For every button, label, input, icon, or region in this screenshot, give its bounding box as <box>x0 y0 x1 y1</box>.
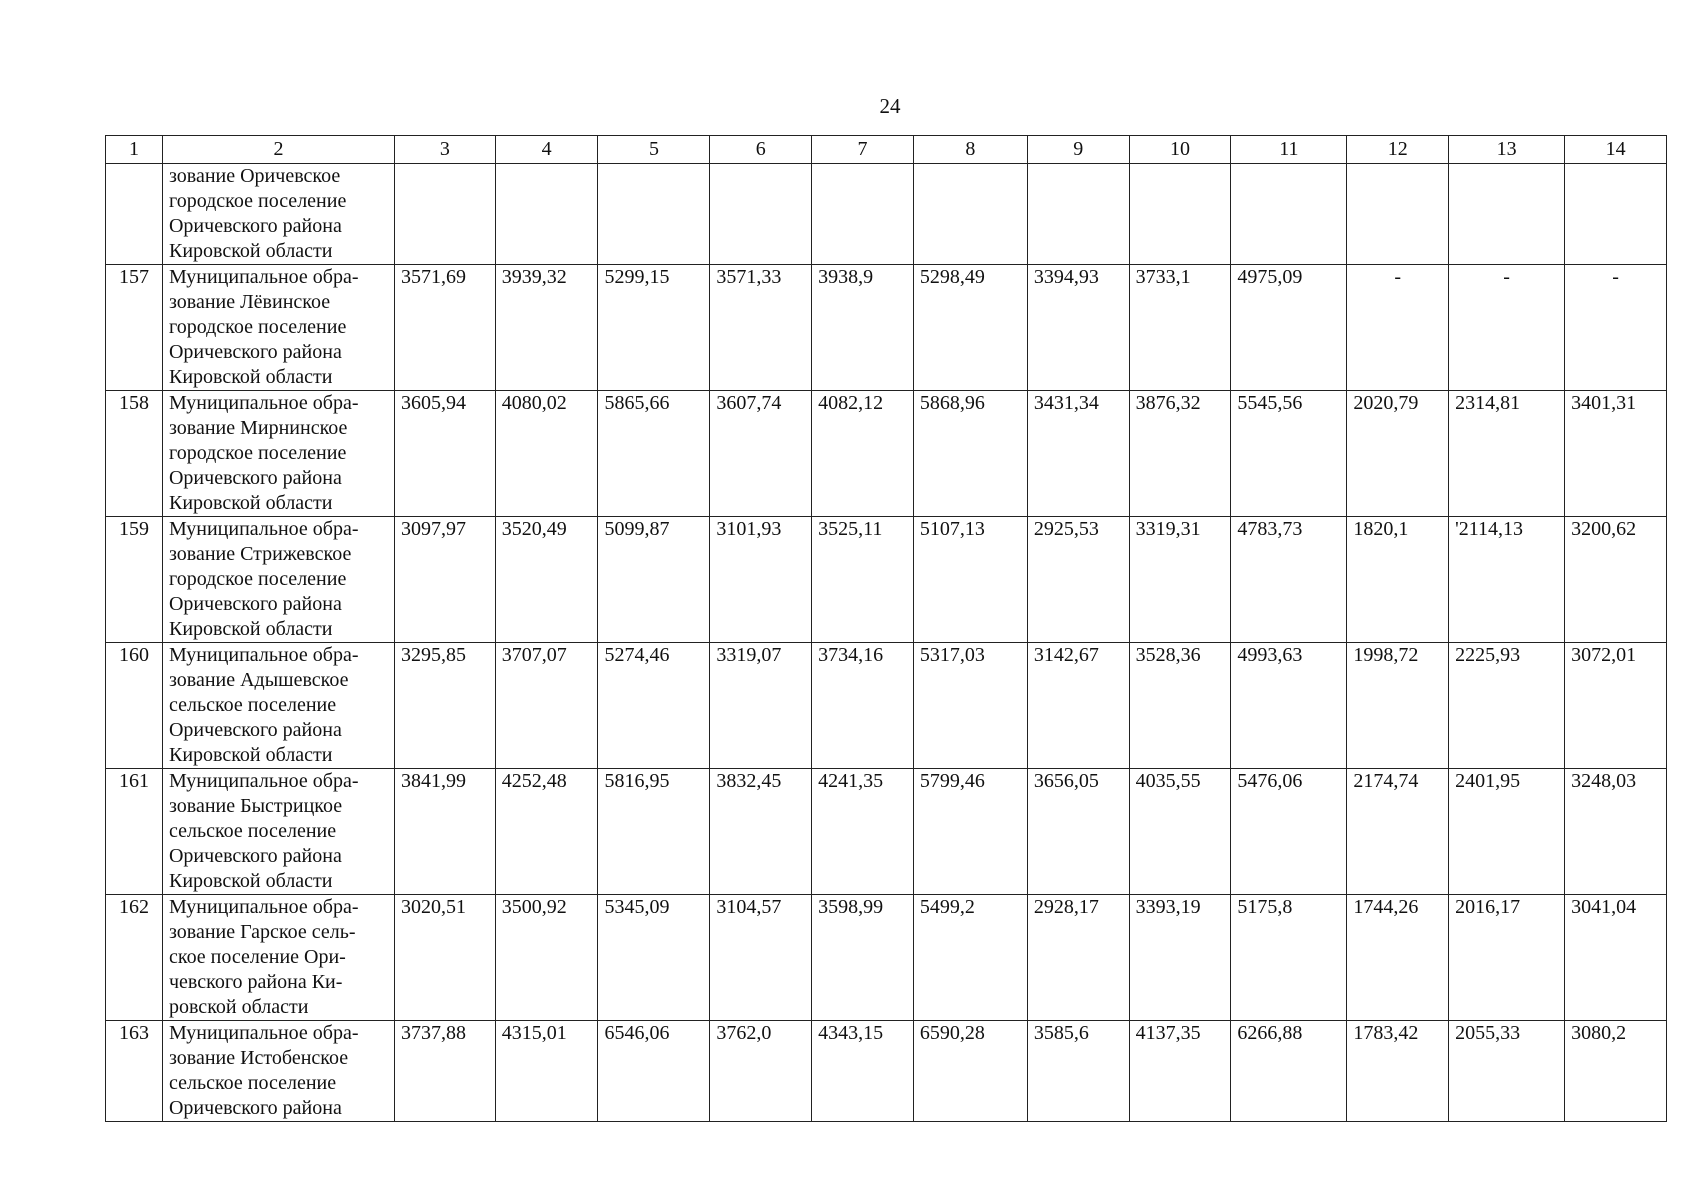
value-cell-col-8: 5499,2 <box>913 895 1027 1021</box>
column-header-5: 5 <box>598 136 710 164</box>
value-cell-col-14: 3248,03 <box>1565 769 1667 895</box>
row-number: 159 <box>106 517 163 643</box>
column-header-13: 13 <box>1449 136 1565 164</box>
value-cell-col-5: 5865,66 <box>598 391 710 517</box>
name-line: сельское поселение <box>168 820 337 842</box>
name-line: городское поселение <box>168 568 347 590</box>
value-cell-col-14: 3072,01 <box>1565 643 1667 769</box>
name-line: зование Оричевское <box>168 165 341 187</box>
name-line: городское поселение <box>168 442 347 464</box>
page-number: 24 <box>879 94 901 118</box>
name-line: сельское поселение <box>168 694 337 716</box>
value-cell-col-13 <box>1449 164 1565 265</box>
municipality-name <box>162 517 394 643</box>
value-cell-col-12: 2020,79 <box>1347 391 1449 517</box>
value-cell-col-5: 5099,87 <box>598 517 710 643</box>
value-cell-col-14: - <box>1565 265 1667 391</box>
value-cell-col-10: 3319,31 <box>1129 517 1231 643</box>
value-cell-col-7: 3734,16 <box>812 643 914 769</box>
value-cell-col-13: - <box>1449 265 1565 391</box>
value-cell-col-14: 3200,62 <box>1565 517 1667 643</box>
name-line: зование Мирнинское <box>168 417 348 439</box>
value-cell-col-14: 3080,2 <box>1565 1021 1667 1122</box>
value-cell-col-12: 1744,26 <box>1347 895 1449 1021</box>
value-cell-col-11: 5476,06 <box>1231 769 1347 895</box>
value-cell-col-11: 5175,8 <box>1231 895 1347 1021</box>
value-cell-col-9: 3142,67 <box>1027 643 1129 769</box>
name-line: ровской области <box>168 996 309 1018</box>
value-cell-col-6: 3571,33 <box>710 265 812 391</box>
table-row <box>106 391 1667 517</box>
municipality-name <box>162 1021 394 1122</box>
value-cell-col-5: 6546,06 <box>598 1021 710 1122</box>
value-cell-col-11: 5545,56 <box>1231 391 1347 517</box>
name-line: Кировской области <box>168 240 333 262</box>
value-cell-col-10: 4137,35 <box>1129 1021 1231 1122</box>
value-cell-col-8: 5868,96 <box>913 391 1027 517</box>
table-row <box>106 769 1667 895</box>
row-number: 158 <box>106 391 163 517</box>
value-cell-col-11: 4975,09 <box>1231 265 1347 391</box>
value-cell-col-13: 2225,93 <box>1449 643 1565 769</box>
value-cell-col-14: 3041,04 <box>1565 895 1667 1021</box>
value-cell-col-7 <box>812 164 914 265</box>
column-header-12: 12 <box>1347 136 1449 164</box>
value-cell-col-7: 4343,15 <box>812 1021 914 1122</box>
table-row <box>106 517 1667 643</box>
column-header-6: 6 <box>710 136 812 164</box>
column-header-1: 1 <box>106 136 163 164</box>
value-cell-col-8: 5799,46 <box>913 769 1027 895</box>
value-cell-col-13: '2114,13 <box>1449 517 1565 643</box>
municipality-name <box>162 769 394 895</box>
value-cell-col-6: 3101,93 <box>710 517 812 643</box>
row-number: 163 <box>106 1021 163 1122</box>
tariff-table <box>105 135 1667 1122</box>
value-cell-col-3: 3020,51 <box>394 895 495 1021</box>
name-line: Оричевского района <box>168 845 342 867</box>
column-header-3: 3 <box>394 136 495 164</box>
name-line: сельское поселение <box>168 1072 337 1094</box>
name-line: зование Адышевское <box>168 669 349 691</box>
value-cell-col-9: 3656,05 <box>1027 769 1129 895</box>
value-cell-col-6: 3607,74 <box>710 391 812 517</box>
value-cell-col-10: 3528,36 <box>1129 643 1231 769</box>
value-cell-col-5 <box>598 164 710 265</box>
value-cell-col-12: 1998,72 <box>1347 643 1449 769</box>
value-cell-col-9 <box>1027 164 1129 265</box>
value-cell-col-14: 3401,31 <box>1565 391 1667 517</box>
value-cell-col-3: 3841,99 <box>394 769 495 895</box>
name-line: Кировской области <box>168 744 333 766</box>
value-cell-col-13: 2401,95 <box>1449 769 1565 895</box>
value-cell-col-8: 5107,13 <box>913 517 1027 643</box>
value-cell-col-10: 3393,19 <box>1129 895 1231 1021</box>
value-cell-col-5: 5274,46 <box>598 643 710 769</box>
column-number-row <box>106 136 1667 164</box>
name-line: Оричевского района <box>168 1097 342 1119</box>
value-cell-col-9: 3431,34 <box>1027 391 1129 517</box>
name-line: Кировской области <box>168 870 333 892</box>
value-cell-col-6: 3762,0 <box>710 1021 812 1122</box>
value-cell-col-4: 4080,02 <box>495 391 598 517</box>
municipality-name <box>162 391 394 517</box>
value-cell-col-4: 4315,01 <box>495 1021 598 1122</box>
value-cell-col-12: - <box>1347 265 1449 391</box>
name-line: чевского района Ки- <box>168 971 343 993</box>
value-cell-col-6: 3104,57 <box>710 895 812 1021</box>
value-cell-col-9: 2925,53 <box>1027 517 1129 643</box>
value-cell-col-6 <box>710 164 812 265</box>
value-cell-col-7: 4241,35 <box>812 769 914 895</box>
value-cell-col-5: 5299,15 <box>598 265 710 391</box>
name-line: Оричевского района <box>168 215 342 237</box>
value-cell-col-7: 3938,9 <box>812 265 914 391</box>
name-line: Муниципальное обра- <box>168 896 359 918</box>
column-header-11: 11 <box>1231 136 1347 164</box>
row-number <box>106 164 163 265</box>
value-cell-col-12: 2174,74 <box>1347 769 1449 895</box>
name-line: городское поселение <box>168 190 347 212</box>
value-cell-col-13: 2016,17 <box>1449 895 1565 1021</box>
value-cell-col-4: 3707,07 <box>495 643 598 769</box>
table-row <box>106 643 1667 769</box>
name-line: ское поселение Ори- <box>168 946 346 968</box>
row-number: 160 <box>106 643 163 769</box>
value-cell-col-12 <box>1347 164 1449 265</box>
municipality-name <box>162 164 394 265</box>
value-cell-col-12: 1820,1 <box>1347 517 1449 643</box>
value-cell-col-9: 3585,6 <box>1027 1021 1129 1122</box>
name-line: Кировской области <box>168 492 333 514</box>
name-line: Муниципальное обра- <box>168 518 359 540</box>
value-cell-col-3 <box>394 164 495 265</box>
value-cell-col-14 <box>1565 164 1667 265</box>
value-cell-col-4 <box>495 164 598 265</box>
value-cell-col-9: 2928,17 <box>1027 895 1129 1021</box>
row-number: 157 <box>106 265 163 391</box>
name-line: зование Стрижевское <box>168 543 352 565</box>
value-cell-col-8: 5298,49 <box>913 265 1027 391</box>
value-cell-col-6: 3319,07 <box>710 643 812 769</box>
column-header-8: 8 <box>913 136 1027 164</box>
column-header-14: 14 <box>1565 136 1667 164</box>
value-cell-col-7: 3525,11 <box>812 517 914 643</box>
name-line: Муниципальное обра- <box>168 644 359 666</box>
value-cell-col-11: 4993,63 <box>1231 643 1347 769</box>
name-line: Оричевского района <box>168 341 342 363</box>
table-row <box>106 1021 1667 1122</box>
value-cell-col-10: 3733,1 <box>1129 265 1231 391</box>
name-line: Оричевского района <box>168 719 342 741</box>
value-cell-col-4: 4252,48 <box>495 769 598 895</box>
value-cell-col-3: 3097,97 <box>394 517 495 643</box>
municipality-name <box>162 265 394 391</box>
value-cell-col-5: 5345,09 <box>598 895 710 1021</box>
municipality-name <box>162 643 394 769</box>
column-header-7: 7 <box>812 136 914 164</box>
value-cell-col-3: 3605,94 <box>394 391 495 517</box>
table-row <box>106 164 1667 265</box>
table-row <box>106 895 1667 1021</box>
value-cell-col-6: 3832,45 <box>710 769 812 895</box>
value-cell-col-8 <box>913 164 1027 265</box>
value-cell-col-4: 3500,92 <box>495 895 598 1021</box>
name-line: зование Истобенское <box>168 1047 349 1069</box>
value-cell-col-10: 3876,32 <box>1129 391 1231 517</box>
value-cell-col-3: 3737,88 <box>394 1021 495 1122</box>
table-row <box>106 265 1667 391</box>
row-number: 161 <box>106 769 163 895</box>
value-cell-col-11 <box>1231 164 1347 265</box>
name-line: Муниципальное обра- <box>168 1022 359 1044</box>
value-cell-col-9: 3394,93 <box>1027 265 1129 391</box>
value-cell-col-10 <box>1129 164 1231 265</box>
name-line: зование Гарское сель- <box>168 921 356 943</box>
name-line: Муниципальное обра- <box>168 266 359 288</box>
value-cell-col-8: 5317,03 <box>913 643 1027 769</box>
value-cell-col-10: 4035,55 <box>1129 769 1231 895</box>
name-line: Оричевского района <box>168 467 342 489</box>
value-cell-col-8: 6590,28 <box>913 1021 1027 1122</box>
value-cell-col-13: 2314,81 <box>1449 391 1565 517</box>
name-line: городское поселение <box>168 316 347 338</box>
column-header-10: 10 <box>1129 136 1231 164</box>
name-line: зование Быстрицкое <box>168 795 343 817</box>
value-cell-col-12: 1783,42 <box>1347 1021 1449 1122</box>
value-cell-col-13: 2055,33 <box>1449 1021 1565 1122</box>
column-header-2: 2 <box>162 136 394 164</box>
name-line: Кировской области <box>168 618 333 640</box>
value-cell-col-7: 4082,12 <box>812 391 914 517</box>
name-line: Муниципальное обра- <box>168 770 359 792</box>
row-number: 162 <box>106 895 163 1021</box>
column-header-4: 4 <box>495 136 598 164</box>
column-header-9: 9 <box>1027 136 1129 164</box>
value-cell-col-7: 3598,99 <box>812 895 914 1021</box>
name-line: Оричевского района <box>168 593 342 615</box>
name-line: Муниципальное обра- <box>168 392 359 414</box>
value-cell-col-11: 4783,73 <box>1231 517 1347 643</box>
value-cell-col-4: 3939,32 <box>495 265 598 391</box>
value-cell-col-11: 6266,88 <box>1231 1021 1347 1122</box>
value-cell-col-5: 5816,95 <box>598 769 710 895</box>
municipality-name <box>162 895 394 1021</box>
value-cell-col-3: 3295,85 <box>394 643 495 769</box>
name-line: зование Лёвинское <box>168 291 331 313</box>
value-cell-col-4: 3520,49 <box>495 517 598 643</box>
name-line: Кировской области <box>168 366 333 388</box>
value-cell-col-3: 3571,69 <box>394 265 495 391</box>
